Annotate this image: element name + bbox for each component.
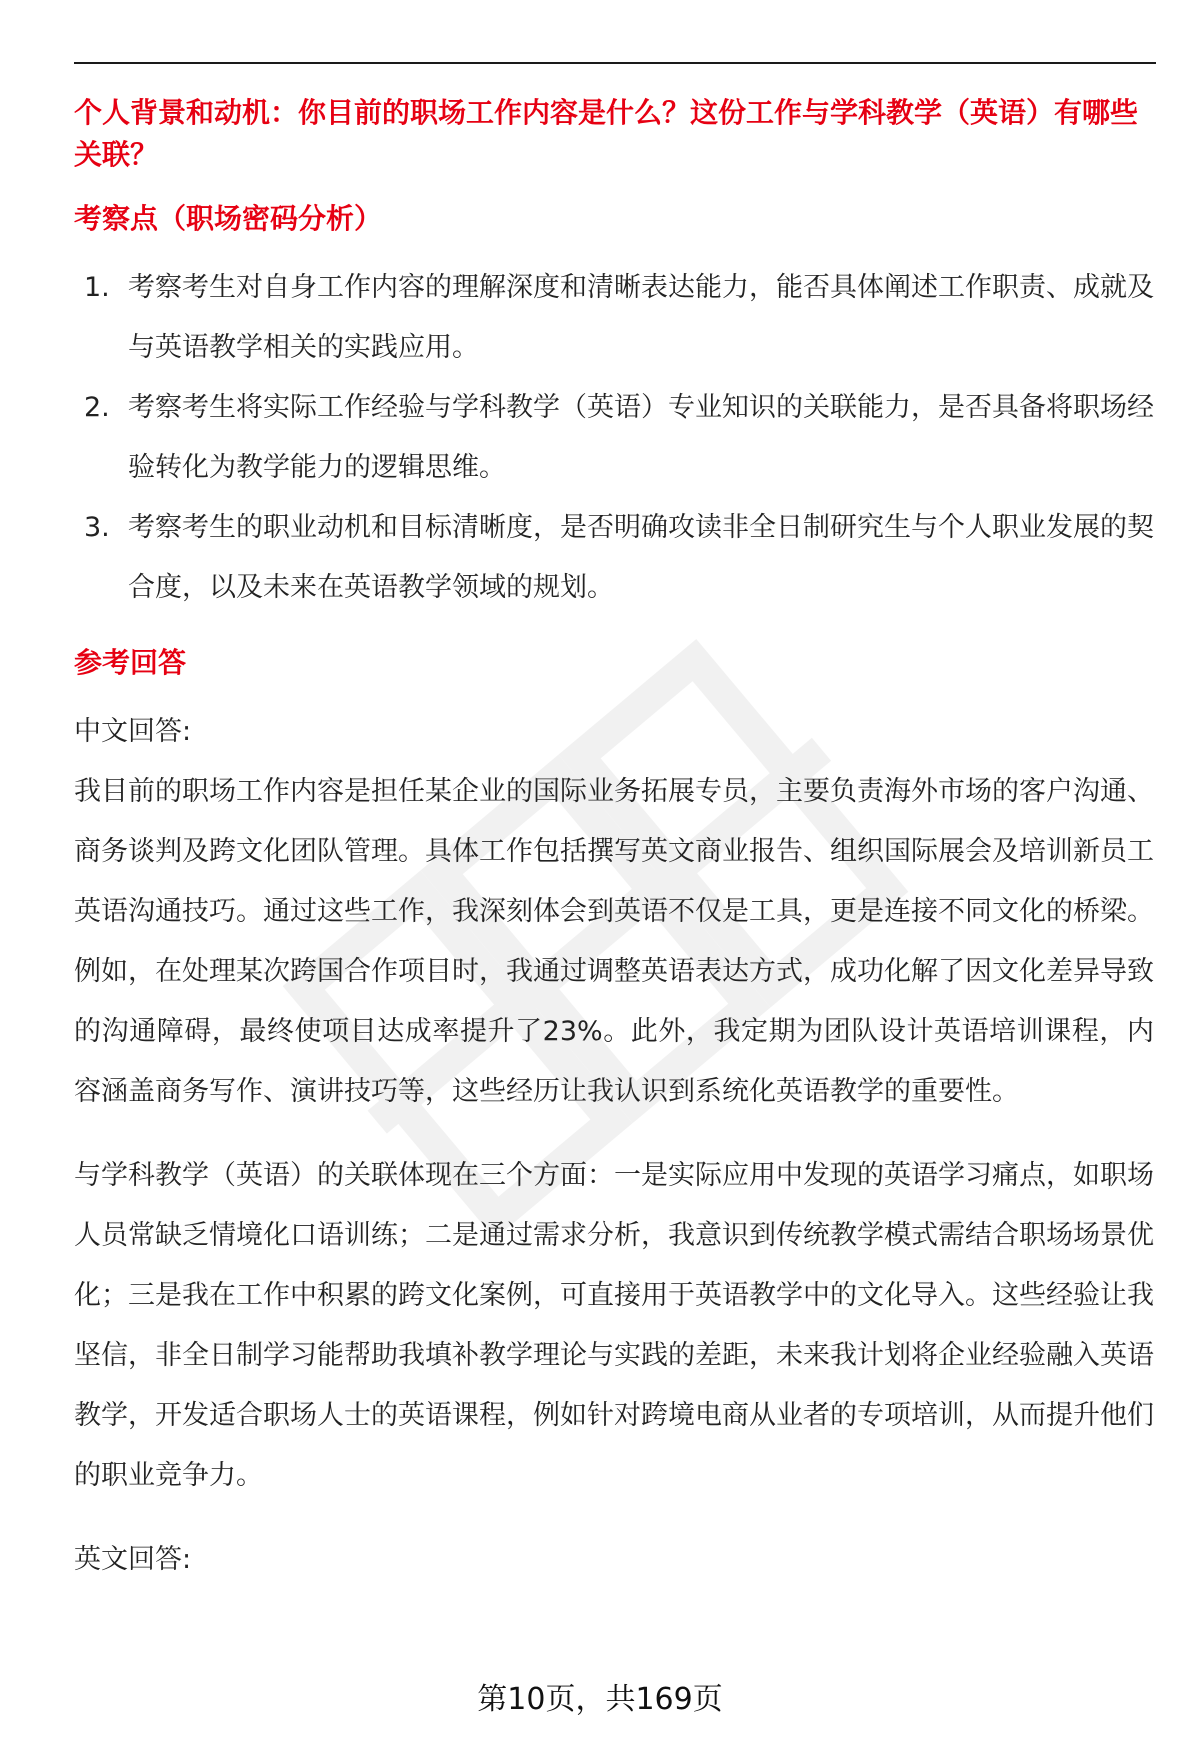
analysis-heading: 考察点（职场密码分析） [74, 202, 383, 235]
answer-paragraph-2: 与学科教学（英语）的关联体现在三个方面：一是实际应用中发现的英语学习痛点，如职场人员常缺乏情境化口语训练；二是通过需求分析，我意识到传统教学模式需结合职场场景优化；三是我在工作中积累的跨文化案例，可直接用于英语教学中的文化导入。这些经验让我坚信，非全日制学习能帮助我填补教学理论与实践的差距，未来我计划将企业经验融入英语教学，开发适合职场人士的英语课程，例如针对跨境电商从业者的专项培训，从而提升他们的职业竞争力。 [74, 1160, 1154, 1491]
analysis-point-1 [74, 258, 1154, 378]
point-text: 考察考生将实际工作经验与学科教学（英语）专业知识的关联能力，是否具备将职场经验转化为教学能力的逻辑思维。 [128, 392, 1154, 483]
analysis-point-2 [74, 378, 1154, 498]
point-text: 考察考生的职业动机和目标清晰度，是否明确攻读非全日制研究生与个人职业发展的契合度，以及未来在英语教学领域的规划。 [128, 512, 1154, 603]
top-divider [74, 62, 1156, 64]
point-number: 2. [84, 392, 110, 423]
point-text: 考察考生对自身工作内容的理解深度和清晰表达能力，能否具体阐述工作职责、成就及与英语教学相关的实践应用。 [128, 272, 1154, 363]
point-number: 1. [84, 272, 110, 303]
question-title: 个人背景和动机：你目前的职场工作内容是什么？这份工作与学科教学（英语）有哪些关联？ [74, 96, 1139, 171]
analysis-point-3 [74, 498, 1154, 618]
answer-heading: 参考回答 [74, 646, 187, 679]
analysis-points [74, 258, 1154, 618]
english-answer-label: 英文回答: [74, 1544, 192, 1575]
chinese-answer-label: 中文回答: [74, 716, 192, 747]
document-body [74, 92, 1154, 1590]
page-number: 第10页，共169页 [477, 1682, 723, 1717]
answer-paragraph-1: 我目前的职场工作内容是担任某企业的国际业务拓展专员，主要负责海外市场的客户沟通、商务谈判及跨文化团队管理。具体工作包括撰写英文商业报告、组织国际展会及培训新员工英语沟通技巧。通过这些工作，我深刻体会到英语不仅是工具，更是连接不同文化的桥梁。例如，在处理某次跨国合作项目时，我通过调整英语表达方式，成功化解了因文化差异导致的沟通障碍，最终使项目达成率提升了23%。此外，我定期为团队设计英语培训课程，内容涵盖商务写作、演讲技巧等，这些经历让我认识到系统化英语教学的重要性。 [74, 776, 1154, 1107]
point-number: 3. [84, 512, 110, 543]
